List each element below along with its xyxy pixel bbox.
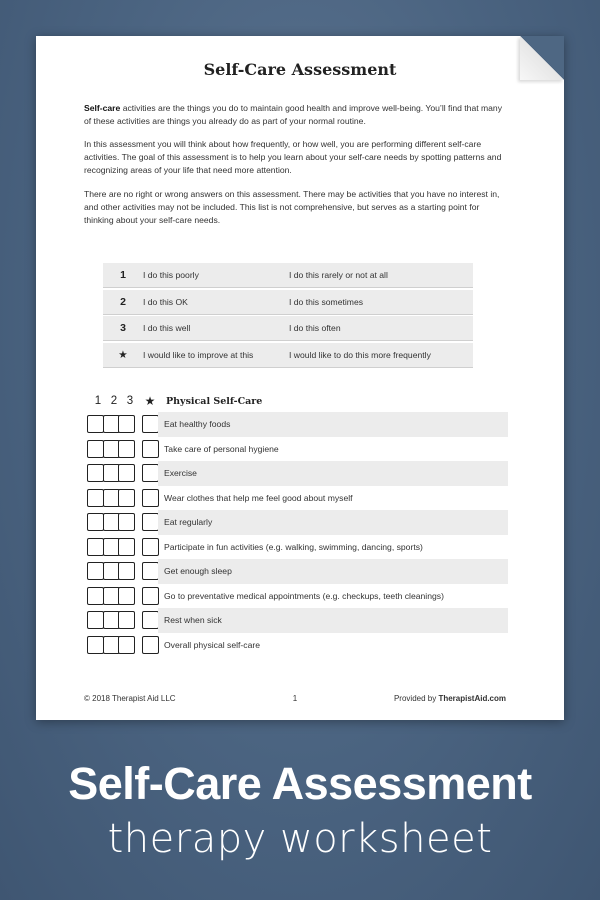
rating-boxes bbox=[84, 440, 169, 458]
rating-checkbox-2[interactable] bbox=[103, 636, 120, 654]
item-label: Wear clothes that help me feel good about myself bbox=[164, 492, 353, 503]
rating-checkbox-3[interactable] bbox=[118, 489, 135, 507]
rating-boxes bbox=[84, 587, 169, 605]
legend-ability: I do this poorly bbox=[143, 270, 199, 280]
legend-frequency: I do this rarely or not at all bbox=[289, 270, 388, 280]
rating-checkbox-1[interactable] bbox=[87, 489, 104, 507]
legend-ability: I do this OK bbox=[143, 296, 188, 307]
page-number: 1 bbox=[292, 694, 298, 703]
rating-checkbox-star[interactable] bbox=[142, 587, 159, 605]
rating-checkbox-3[interactable] bbox=[118, 513, 135, 531]
page-footer bbox=[84, 694, 506, 703]
item-label: Participate in fun activities (e.g. walking, swimming, dancing, sports) bbox=[164, 541, 423, 552]
rating-checkbox-1[interactable] bbox=[87, 464, 104, 482]
rating-checkbox-star[interactable] bbox=[142, 636, 159, 654]
item-label: Overall physical self-care bbox=[164, 639, 260, 650]
checklist-row bbox=[84, 510, 508, 535]
intro-paragraph-1 bbox=[84, 102, 508, 128]
column-label-2: 2 bbox=[110, 395, 118, 407]
legend-key: 3 bbox=[120, 322, 126, 334]
legend-ability: I would like to improve at this bbox=[143, 349, 254, 360]
rating-checkbox-1[interactable] bbox=[87, 440, 104, 458]
rating-checkbox-1[interactable] bbox=[87, 538, 104, 556]
rating-checkbox-star[interactable] bbox=[142, 464, 159, 482]
legend-star-icon: ★ bbox=[118, 348, 128, 361]
rating-checkbox-2[interactable] bbox=[103, 587, 120, 605]
checklist-row bbox=[84, 584, 508, 609]
section-title: Physical Self-Care bbox=[166, 395, 263, 407]
legend-frequency: I do this sometimes bbox=[289, 296, 364, 307]
copyright-text: © 2018 Therapist Aid LLC bbox=[84, 694, 176, 703]
rating-checkbox-3[interactable] bbox=[118, 636, 135, 654]
item-label: Take care of personal hygiene bbox=[164, 443, 279, 454]
rating-checkbox-2[interactable] bbox=[103, 513, 120, 531]
rating-checkbox-3[interactable] bbox=[118, 464, 135, 482]
rating-checkbox-2[interactable] bbox=[103, 489, 120, 507]
rating-checkbox-2[interactable] bbox=[103, 611, 120, 629]
rating-checkbox-1[interactable] bbox=[87, 611, 104, 629]
rating-boxes bbox=[84, 489, 169, 507]
rating-checkbox-2[interactable] bbox=[103, 538, 120, 556]
intro-paragraph-1-text: activities are the things you do to maintain good health and improve well-being. You’ll find that many of these activities are things you already do as part of your normal routine. bbox=[84, 103, 503, 127]
rating-checkbox-3[interactable] bbox=[118, 415, 135, 433]
rating-checkbox-1[interactable] bbox=[87, 587, 104, 605]
rating-checkbox-3[interactable] bbox=[118, 587, 135, 605]
checklist-row bbox=[84, 559, 508, 584]
rating-checkbox-star[interactable] bbox=[142, 611, 159, 629]
intro-paragraph-2: In this assessment you will think about how frequently, or how well, you are performing different self-care activities. The goal of this assessment is to help you learn about your self-care needs by spotting patterns and recognizing areas of your life that need more attention. bbox=[84, 139, 502, 176]
rating-boxes bbox=[84, 513, 169, 531]
intro-bold-term: Self-care bbox=[84, 103, 121, 113]
rating-checkbox-2[interactable] bbox=[103, 464, 120, 482]
legend-ability: I do this well bbox=[143, 323, 191, 333]
legend-row bbox=[103, 290, 473, 315]
provider-link[interactable]: TherapistAid.com bbox=[438, 694, 507, 703]
rating-checkbox-star[interactable] bbox=[142, 440, 159, 458]
rating-boxes bbox=[84, 464, 169, 482]
legend-key: 1 bbox=[120, 269, 126, 281]
rating-checkbox-3[interactable] bbox=[118, 538, 135, 556]
rating-checkbox-star[interactable] bbox=[142, 538, 159, 556]
rating-boxes bbox=[84, 636, 169, 654]
legend-row bbox=[103, 263, 473, 288]
legend-frequency: I would like to do this more frequently bbox=[289, 349, 431, 360]
rating-checkbox-1[interactable] bbox=[87, 636, 104, 654]
item-label: Rest when sick bbox=[158, 608, 508, 633]
checklist-row bbox=[84, 461, 508, 486]
legend-key: 2 bbox=[120, 295, 126, 308]
rating-boxes bbox=[84, 562, 169, 580]
banner-subtitle: therapy worksheet bbox=[107, 816, 493, 862]
checklist-row bbox=[84, 437, 508, 462]
checklist-row bbox=[84, 412, 508, 437]
legend-row bbox=[103, 343, 473, 368]
rating-checkbox-star[interactable] bbox=[142, 415, 159, 433]
legend-row bbox=[103, 316, 473, 341]
rating-checkbox-3[interactable] bbox=[118, 611, 135, 629]
rating-boxes bbox=[84, 538, 169, 556]
rating-checkbox-3[interactable] bbox=[118, 562, 135, 580]
checklist bbox=[84, 412, 508, 657]
section-header bbox=[90, 394, 262, 408]
rating-boxes bbox=[84, 415, 169, 433]
rating-checkbox-2[interactable] bbox=[103, 415, 120, 433]
worksheet-page bbox=[36, 36, 564, 720]
intro-paragraph-3: There are no right or wrong answers on this assessment. There may be activities that you have no interest in, and other activities may not be included. This list is not comprehensive, but serves as a starting point for thinking about your self-care needs. bbox=[84, 189, 500, 226]
rating-boxes bbox=[84, 611, 169, 629]
document-title: Self-Care Assessment bbox=[203, 60, 397, 79]
item-label: Go to preventative medical appointments (e.g. checkups, teeth cleanings) bbox=[164, 590, 444, 601]
rating-checkbox-3[interactable] bbox=[118, 440, 135, 458]
rating-checkbox-1[interactable] bbox=[87, 513, 104, 531]
item-label: Eat healthy foods bbox=[158, 412, 508, 437]
checklist-row bbox=[84, 535, 508, 560]
column-star-icon: ★ bbox=[144, 394, 156, 408]
legend-frequency: I do this often bbox=[289, 323, 341, 333]
checklist-row bbox=[84, 633, 508, 658]
column-label-3: 3 bbox=[126, 395, 134, 407]
item-label: Get enough sleep bbox=[158, 559, 508, 584]
item-label: Exercise bbox=[158, 461, 508, 486]
checklist-row bbox=[84, 608, 508, 633]
rating-checkbox-star[interactable] bbox=[142, 513, 159, 531]
rating-checkbox-1[interactable] bbox=[87, 562, 104, 580]
rating-checkbox-2[interactable] bbox=[103, 562, 120, 580]
rating-checkbox-1[interactable] bbox=[87, 415, 104, 433]
rating-checkbox-star[interactable] bbox=[142, 562, 159, 580]
item-label: Eat regularly bbox=[158, 510, 508, 535]
column-label-1: 1 bbox=[94, 395, 102, 407]
provided-by bbox=[365, 694, 506, 703]
rating-checkbox-2[interactable] bbox=[103, 440, 120, 458]
checklist-row bbox=[84, 486, 508, 511]
provided-by-prefix: Provided by bbox=[393, 694, 439, 703]
rating-legend-table bbox=[103, 263, 473, 369]
banner-title: Self-Care Assessment bbox=[68, 758, 532, 809]
rating-checkbox-star[interactable] bbox=[142, 489, 159, 507]
